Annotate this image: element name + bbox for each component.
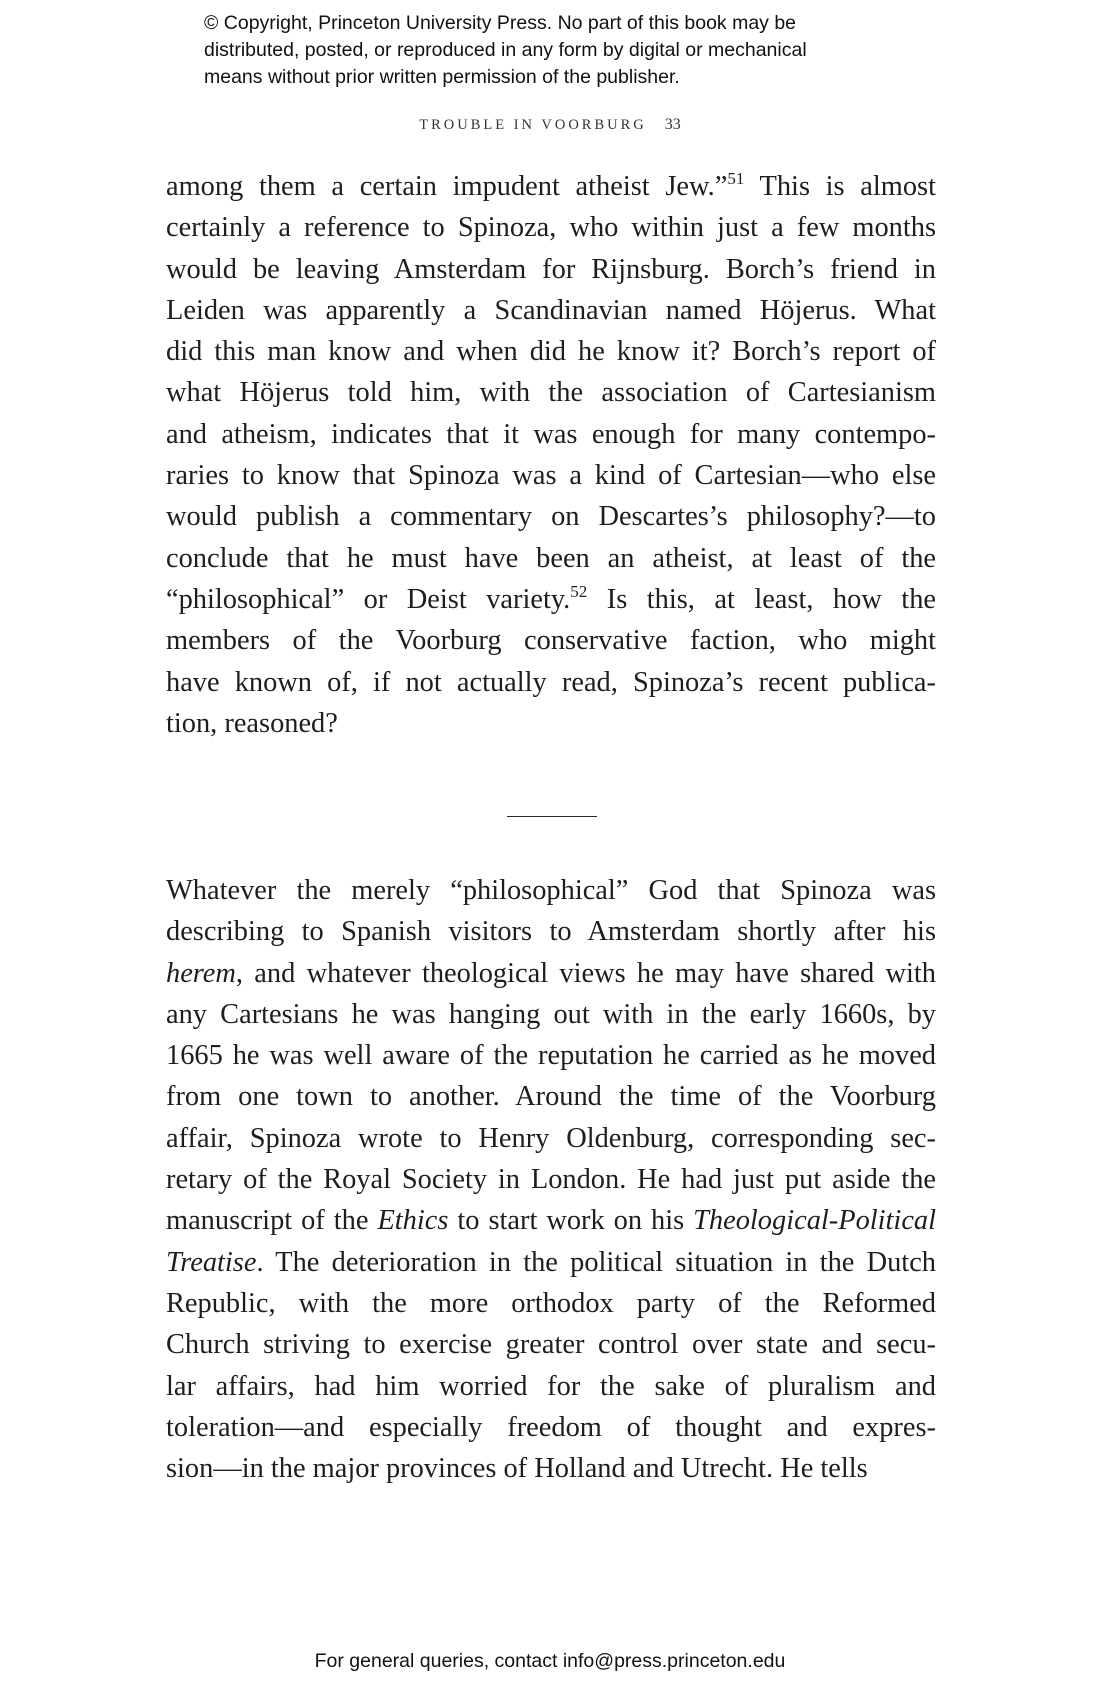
line-text: conclude that he must have been an atheist, at least of the	[166, 542, 936, 574]
paragraph-1	[166, 166, 936, 744]
line-text: to start work on his	[448, 1205, 694, 1237]
footer-contact: For general queries, contact info@press.princeton.edu	[314, 1650, 786, 1672]
text-line	[166, 620, 936, 661]
line-text: did this man know and when did he know it? Borch’s report of	[166, 336, 936, 368]
line-text: certainly a reference to Spinoza, who within just a few months	[166, 212, 936, 244]
footnote-marker: 51	[727, 169, 745, 188]
line-text: raries to know that Spinoza was a kind of Cartesian—who else	[166, 460, 936, 492]
line-text: “philosophical” or Deist variety.	[166, 583, 571, 615]
line-text: , and whatever theological views he may have shared with	[235, 957, 936, 989]
line-text: tion, reasoned?	[166, 707, 338, 739]
line-text: any Cartesians he was hanging out with in the early 1660s, by	[166, 998, 936, 1030]
text-line	[166, 1407, 936, 1448]
line-text: This is almost	[744, 171, 936, 202]
copyright-line: © Copyright, Princeton University Press. No part of this book may be	[204, 12, 797, 34]
text-line	[166, 455, 936, 496]
text-line	[166, 1242, 936, 1283]
text-line	[166, 1159, 936, 1200]
text-line	[166, 1324, 936, 1365]
paragraph-2	[166, 870, 936, 1489]
line-text: affair, Spinoza wrote to Henry Oldenburg, corresponding sec-	[166, 1122, 936, 1154]
text-line	[166, 579, 936, 620]
text-line	[166, 1448, 936, 1489]
line-text: sion—in the major provinces of Holland and Utrecht. He tells	[166, 1453, 868, 1485]
line-text: have known of, if not actually read, Spinoza’s recent publica-	[166, 666, 936, 698]
line-text: retary of the Royal Society in London. He had just put aside the	[166, 1164, 936, 1196]
line-text: Church striving to exercise greater control over state and secu-	[166, 1329, 936, 1361]
running-head-title: TROUBLE IN VOORBURG	[419, 117, 647, 133]
text-line	[166, 1283, 936, 1324]
line-text: would be leaving Amsterdam for Rijnsburg. Borch’s friend in	[166, 253, 936, 285]
line-text: describing to Spanish visitors to Amsterdam shortly after his	[166, 916, 936, 948]
text-line	[166, 1200, 936, 1241]
text-line	[166, 1366, 936, 1407]
text-line	[166, 911, 936, 952]
text-line	[166, 703, 936, 744]
line-text: members of the Voorburg conservative faction, who might	[166, 625, 936, 657]
text-line	[166, 870, 936, 911]
running-head	[0, 116, 1100, 134]
text-line	[166, 372, 936, 413]
line-text: 1665 he was well aware of the reputation he carried as he moved	[166, 1040, 936, 1072]
line-text: would publish a commentary on Descartes’s philosophy?—to	[166, 501, 936, 533]
copyright-notice	[204, 10, 924, 91]
text-line	[166, 1118, 936, 1159]
line-text: Republic, with the more orthodox party of the Reformed	[166, 1287, 936, 1319]
text-line	[166, 207, 936, 248]
line-text: manuscript of the	[166, 1205, 378, 1237]
text-line	[166, 414, 936, 455]
text-line	[166, 166, 936, 207]
line-text: Leiden was apparently a Scandinavian named Höjerus. What	[166, 294, 936, 326]
italic-title: Ethics	[377, 1205, 449, 1237]
text-line	[166, 249, 936, 290]
line-text: among them a certain impudent atheist Jew.”	[166, 171, 728, 202]
text-line	[166, 994, 936, 1035]
text-line	[166, 496, 936, 537]
page-number: 33	[664, 116, 681, 133]
section-break-rule	[507, 816, 597, 817]
text-line	[166, 953, 936, 994]
text-line	[166, 290, 936, 331]
italic-title: herem	[166, 957, 236, 989]
line-text: lar affairs, had him worried for the sake of pluralism and	[166, 1370, 936, 1402]
text-line	[166, 1076, 936, 1117]
copyright-line: distributed, posted, or reproduced in any form by digital or mechanical	[204, 39, 807, 61]
line-text: what Höjerus told him, with the association of Cartesianism	[166, 377, 936, 409]
text-line	[166, 331, 936, 372]
italic-title: Treatise	[166, 1246, 257, 1278]
text-line	[166, 662, 936, 703]
line-text: and atheism, indicates that it was enough for many contempo-	[166, 418, 936, 450]
line-text: Whatever the merely “philosophical” God that Spinoza was	[166, 875, 936, 906]
line-text: Is this, at least, how the	[587, 583, 936, 615]
text-line	[166, 538, 936, 579]
text-line	[166, 1035, 936, 1076]
line-text: . The deterioration in the political situation in the Dutch	[256, 1246, 936, 1278]
italic-title: Theological-Political	[693, 1205, 936, 1237]
footnote-marker: 52	[570, 581, 588, 601]
copyright-line: means without prior written permission of the publisher.	[204, 66, 680, 88]
line-text: from one town to another. Around the time of the Voorburg	[166, 1081, 936, 1113]
line-text: toleration—and especially freedom of thought and expres-	[166, 1411, 936, 1443]
